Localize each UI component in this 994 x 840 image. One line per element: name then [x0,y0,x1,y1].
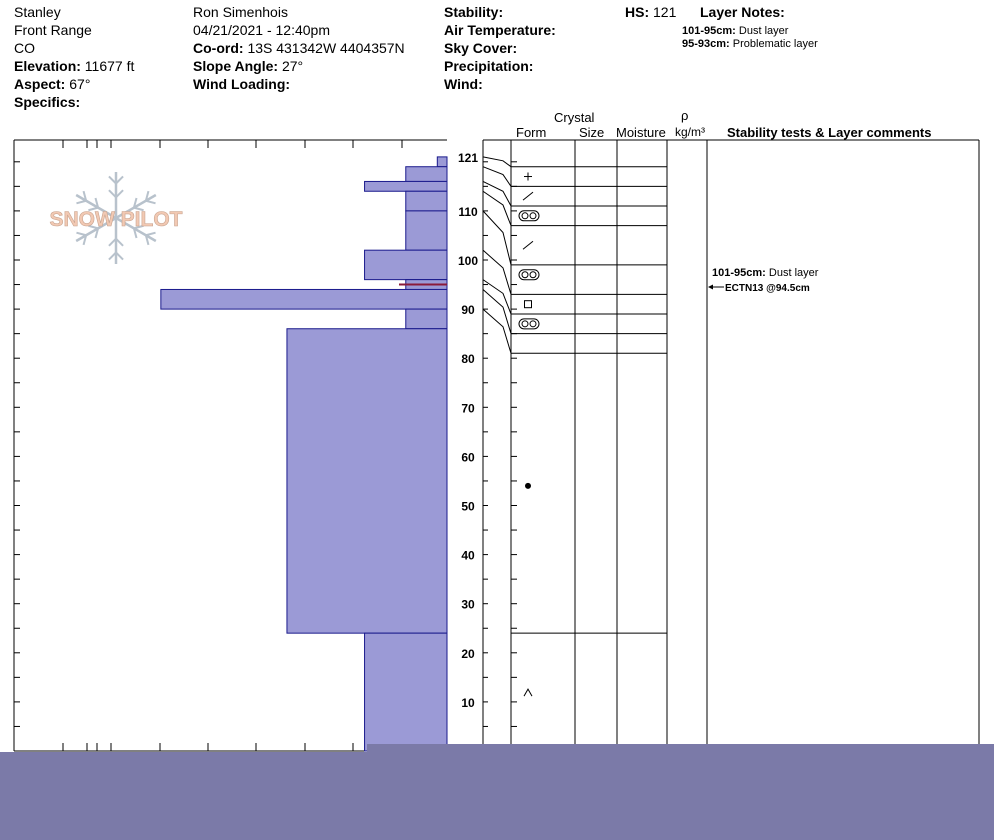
hardness-layer-bar [437,157,447,167]
elevation-label: Elevation: [14,58,81,74]
boundary-connector [483,211,511,265]
grain-melt-form-icon [522,213,528,219]
specifics-label: Specifics: [14,94,81,110]
hardness-layer-bar [406,309,447,329]
hardness-layer-bar [406,211,447,250]
grain-melt-form-icon [522,321,528,327]
layer-note-range: 95-93cm: [682,38,730,50]
height-tick-label: 80 [461,352,475,367]
hardness-layer-bar [406,167,447,182]
air-temp-label: Air Temperature: [444,22,556,38]
wind-label: Wind: [444,76,483,92]
density-unit: kg/m³ [675,125,705,139]
form-header: Form [516,125,547,140]
grain-depth-hoar-icon [524,689,532,696]
height-tick-label: 121 [457,150,479,165]
grain-table [458,140,979,752]
crystal-header: Crystal [554,110,595,125]
elevation-value: 11677 ft [84,58,135,74]
stability-test-arrow [708,285,713,290]
hardness-layer-bar [406,191,447,211]
coord-value: 13S 431342W 4404357N [247,40,405,56]
grain-rounded-icon [525,483,531,489]
height-tick-label: 20 [461,646,475,661]
observer: Ron Simenhois [193,4,288,20]
snowflake-icon [76,233,86,236]
height-tick-label: 50 [461,499,475,514]
height-tick-label: 10 [461,695,475,710]
hardness-layer-bar [365,181,447,191]
height-tick-label: 110 [458,204,478,219]
boundary-connector [483,289,511,333]
boundary-connector [483,309,511,353]
height-tick-label: 100 [457,254,479,268]
layer-comment-range: 101-95cm: [712,267,766,279]
grain-decomposing-icon [523,192,533,200]
slope-value: 27° [281,58,304,74]
hs-label: HS: [625,4,650,20]
grain-melt-form-icon [530,213,536,219]
snowflake-icon [146,233,156,236]
hardness-layer-bar [161,289,447,309]
grain-faceted-icon [525,301,532,308]
height-tick-label: 30 [461,597,475,612]
grain-melt-form-icon [522,272,528,278]
precipitation-label: Precipitation: [444,58,534,74]
snowflake-icon [146,201,156,204]
comments-header: Stability tests & Layer comments [727,125,932,140]
size-header: Size [579,125,605,140]
state: CO [14,40,35,56]
sky-cover-label: Sky Cover: [444,40,518,56]
aspect-value: 67° [69,76,91,92]
layer-comment-text: Dust layer [768,267,819,279]
slope-label: Slope Angle: [193,58,279,74]
hardness-plot [14,140,447,751]
height-tick-label: 70 [461,401,475,416]
coord-label: Co-ord: [193,40,244,56]
layer-note-range: 101-95cm: [682,25,736,37]
hardness-layer-bar [287,329,447,633]
stability-label: Stability: [444,4,504,20]
grain-melt-form-icon [530,321,536,327]
snowpilot-logo [50,172,183,264]
wind-loading-label: Wind Loading: [193,76,291,92]
hardness-layer-bar [365,633,447,751]
density-symbol: ρ [681,108,689,123]
layer-notes-label: Layer Notes: [700,4,785,20]
height-tick-label: 60 [461,450,475,465]
footer-bar [0,752,994,840]
aspect-label: Aspect: [14,76,66,92]
stability-test-result: ECTN13 @94.5cm [725,283,810,294]
height-tick-label: 40 [461,548,475,563]
range: Front Range [14,22,92,38]
layer-comment [712,267,818,279]
hs-value: 121 [653,4,677,20]
grain-decomposing-icon [523,241,533,249]
layer-note-text: Dust layer [738,25,789,37]
layer-note-text: Problematic layer [732,38,818,50]
height-tick-label: 90 [461,303,475,318]
location: Stanley [14,4,61,20]
moisture-header: Moisture [616,125,666,140]
grain-melt-form-icon [530,272,536,278]
boundary-connector [483,191,511,225]
hardness-layer-bar [365,250,447,279]
snowflake-icon [76,201,86,204]
boundary-connector [483,250,511,294]
snowpilot-logo-text: SNOW PILOT [49,208,183,231]
datetime: 04/21/2021 - 12:40pm [193,22,330,38]
